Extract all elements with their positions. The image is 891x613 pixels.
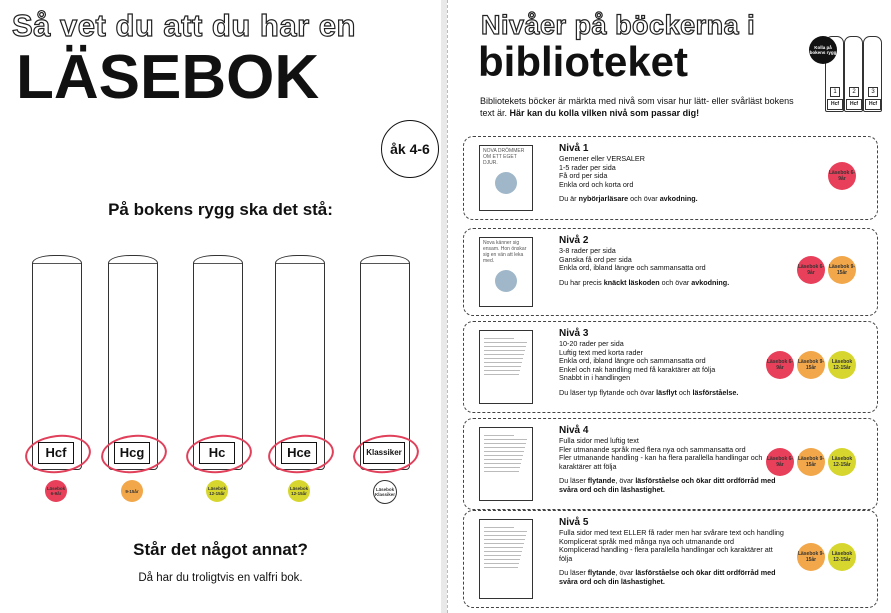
level-note: Du läser flytande, övar läsförståelse och ökar ditt ordförråd med svåra ord och din läshastighet. — [559, 568, 776, 586]
age-badge: Läsebok Klassiker — [373, 480, 397, 504]
book-spine — [275, 255, 325, 496]
right-poster — [447, 0, 891, 613]
level-criterion: Fler utmanande språk med flera nya och sammansatta ord — [559, 444, 746, 454]
left-poster — [0, 0, 441, 613]
age-badge: Läsebok 12-15år — [828, 351, 856, 379]
age-badge: Läsebok 6-9år — [797, 256, 825, 284]
age-badge: Läsebok 6-9år — [828, 162, 856, 190]
age-badge: Läsebok 12-15år — [828, 448, 856, 476]
level-criterion: Komplicerat språk med många nya och utmanande ord — [559, 536, 734, 546]
book-spine — [193, 255, 243, 496]
spine-label: Hce — [281, 442, 317, 464]
level-card — [463, 418, 878, 510]
level-criterion: Enkla ord och korta ord — [559, 179, 634, 189]
book-page-thumbnail — [479, 427, 533, 501]
level-criterion: Komplicerad handling - flera parallella handlingar och karaktärer att följa — [559, 545, 773, 563]
shelf-book — [863, 36, 882, 112]
question-heading: Står det något annat? — [133, 540, 308, 559]
age-badge: Läsebok 6-9år — [766, 448, 794, 476]
age-badge: Läsebok 9-15år — [797, 351, 825, 379]
book-spine — [108, 255, 158, 494]
age-badge: Läsebok 12-15år — [206, 480, 228, 502]
grade-label: åk 4-6 — [390, 141, 430, 157]
level-criterion: Enkla ord, ibland längre och sammansatta ord — [559, 356, 706, 366]
thumb-text-lines — [480, 428, 532, 472]
age-badge: Läsebok 9-15år — [828, 256, 856, 284]
shelf-caption: Kolla på bokens rygg — [809, 45, 837, 55]
level-title: Nivå 2 — [559, 235, 589, 246]
level-note: Du läser flytande, övar läsförståelse och ökar ditt ordförråd med svåra ord och din läshastighet. — [559, 476, 776, 494]
level-card — [463, 510, 878, 608]
intro-normal: Bibliotekets böcker är märkta med nivå som visar hur lätt- eller svårläst bokens text är. — [480, 96, 794, 118]
illustration-icon — [495, 270, 517, 292]
level-criterion: Fulla sidor med luftig text — [559, 436, 639, 445]
shelf-label: Hcf — [865, 99, 881, 110]
left-title-line1: Så vet du att du har en — [12, 8, 356, 43]
age-badge: Läsebok 12-15år — [828, 543, 856, 571]
grade-badge — [381, 120, 439, 178]
age-badge: Läsebok 6-9år — [766, 351, 794, 379]
level-note: Du läser typ flytande och övar läsflyt och läsförståelse. — [559, 387, 739, 397]
level-criterion: Enkel och rak handling med få karaktärer att följa — [559, 364, 716, 374]
level-criterion: Enkla ord, ibland längre och sammansatta ord — [559, 263, 706, 273]
level-note: Du är nybörjarläsare och övar avkodning. — [559, 194, 698, 204]
level-criterion: Snabbt in i handlingen — [559, 373, 631, 383]
level-criterion: Ganska få ord per sida — [559, 254, 632, 264]
level-criterion: 10-20 rader per sida — [559, 339, 624, 348]
book-page-thumbnail — [479, 237, 533, 307]
level-criterion: Fler utmanande handling - kan ha flera parallella handlingar och karaktärer att följa — [559, 453, 763, 471]
right-title-main: biblioteket — [478, 38, 689, 85]
book-page-thumbnail — [479, 519, 533, 599]
thumb-text: Nova känner sig ensam. Hon önskar sig en vän att leka med. — [483, 240, 527, 264]
intro-bold: Här kan du kolla vilken nivå som passar dig! — [509, 107, 700, 118]
spine-heading: På bokens rygg ska det stå: — [108, 200, 333, 219]
level-criterion: Fulla sidor med text ELLER få rader men har svårare text och handling — [559, 528, 784, 537]
book-spine — [360, 255, 410, 497]
level-card — [463, 321, 878, 413]
illustration-icon — [495, 172, 517, 194]
level-title: Nivå 1 — [559, 143, 589, 154]
level-card — [463, 228, 878, 316]
thumb-text-lines — [480, 520, 532, 568]
age-badge: 9-15år — [121, 480, 143, 502]
spine-label: Klassiker — [363, 442, 405, 464]
shelf-label: Hcf — [846, 99, 862, 110]
level-criterion: Gemener eller VERSALER — [559, 154, 645, 163]
level-title: Nivå 4 — [559, 425, 589, 436]
level-criterion: 1-5 rader per sida — [559, 162, 616, 172]
shelf-number: 2 — [849, 87, 859, 97]
age-badge: Läsebok 12-15år — [288, 480, 310, 502]
shelf-caption-badge — [809, 36, 837, 64]
shelf-book — [844, 36, 863, 112]
level-title: Nivå 5 — [559, 517, 589, 528]
level-note: Du har precis knäckt läskoden och övar avkodning. — [559, 277, 730, 287]
age-badge: Läsebok 9-15år — [797, 543, 825, 571]
spine-label: Hcg — [114, 442, 150, 464]
left-title-main: LÄSEBOK — [16, 43, 320, 112]
book-spine — [32, 255, 82, 496]
book-page-thumbnail — [479, 145, 533, 211]
spine-label: Hc — [199, 442, 235, 464]
age-badge: Läsebok 9-15år — [797, 448, 825, 476]
book-page-thumbnail — [479, 330, 533, 404]
thumb-text: NOVA DRÖMMER OM ETT EGET DJUR. — [483, 148, 525, 166]
shelf-label: Hcf — [827, 99, 843, 110]
age-badge: Läsebok 6-9år — [45, 480, 67, 502]
thumb-text-lines — [480, 331, 532, 375]
shelf-number: 3 — [868, 87, 878, 97]
answer-text: Då har du troligtvis en valfri bok. — [138, 572, 303, 584]
shelf-illustration — [805, 32, 883, 112]
spine-label: Hcf — [38, 442, 74, 464]
level-card — [463, 136, 878, 220]
shelf-number: 1 — [830, 87, 840, 97]
level-title: Nivå 3 — [559, 328, 589, 339]
level-criterion: 3-8 rader per sida — [559, 246, 616, 255]
right-title-line1: Nivåer på böckerna i — [481, 10, 756, 40]
intro-paragraph — [480, 96, 810, 119]
level-criterion: Få ord per sida — [559, 171, 608, 181]
level-criterion: Luftig text med korta rader — [559, 347, 643, 357]
